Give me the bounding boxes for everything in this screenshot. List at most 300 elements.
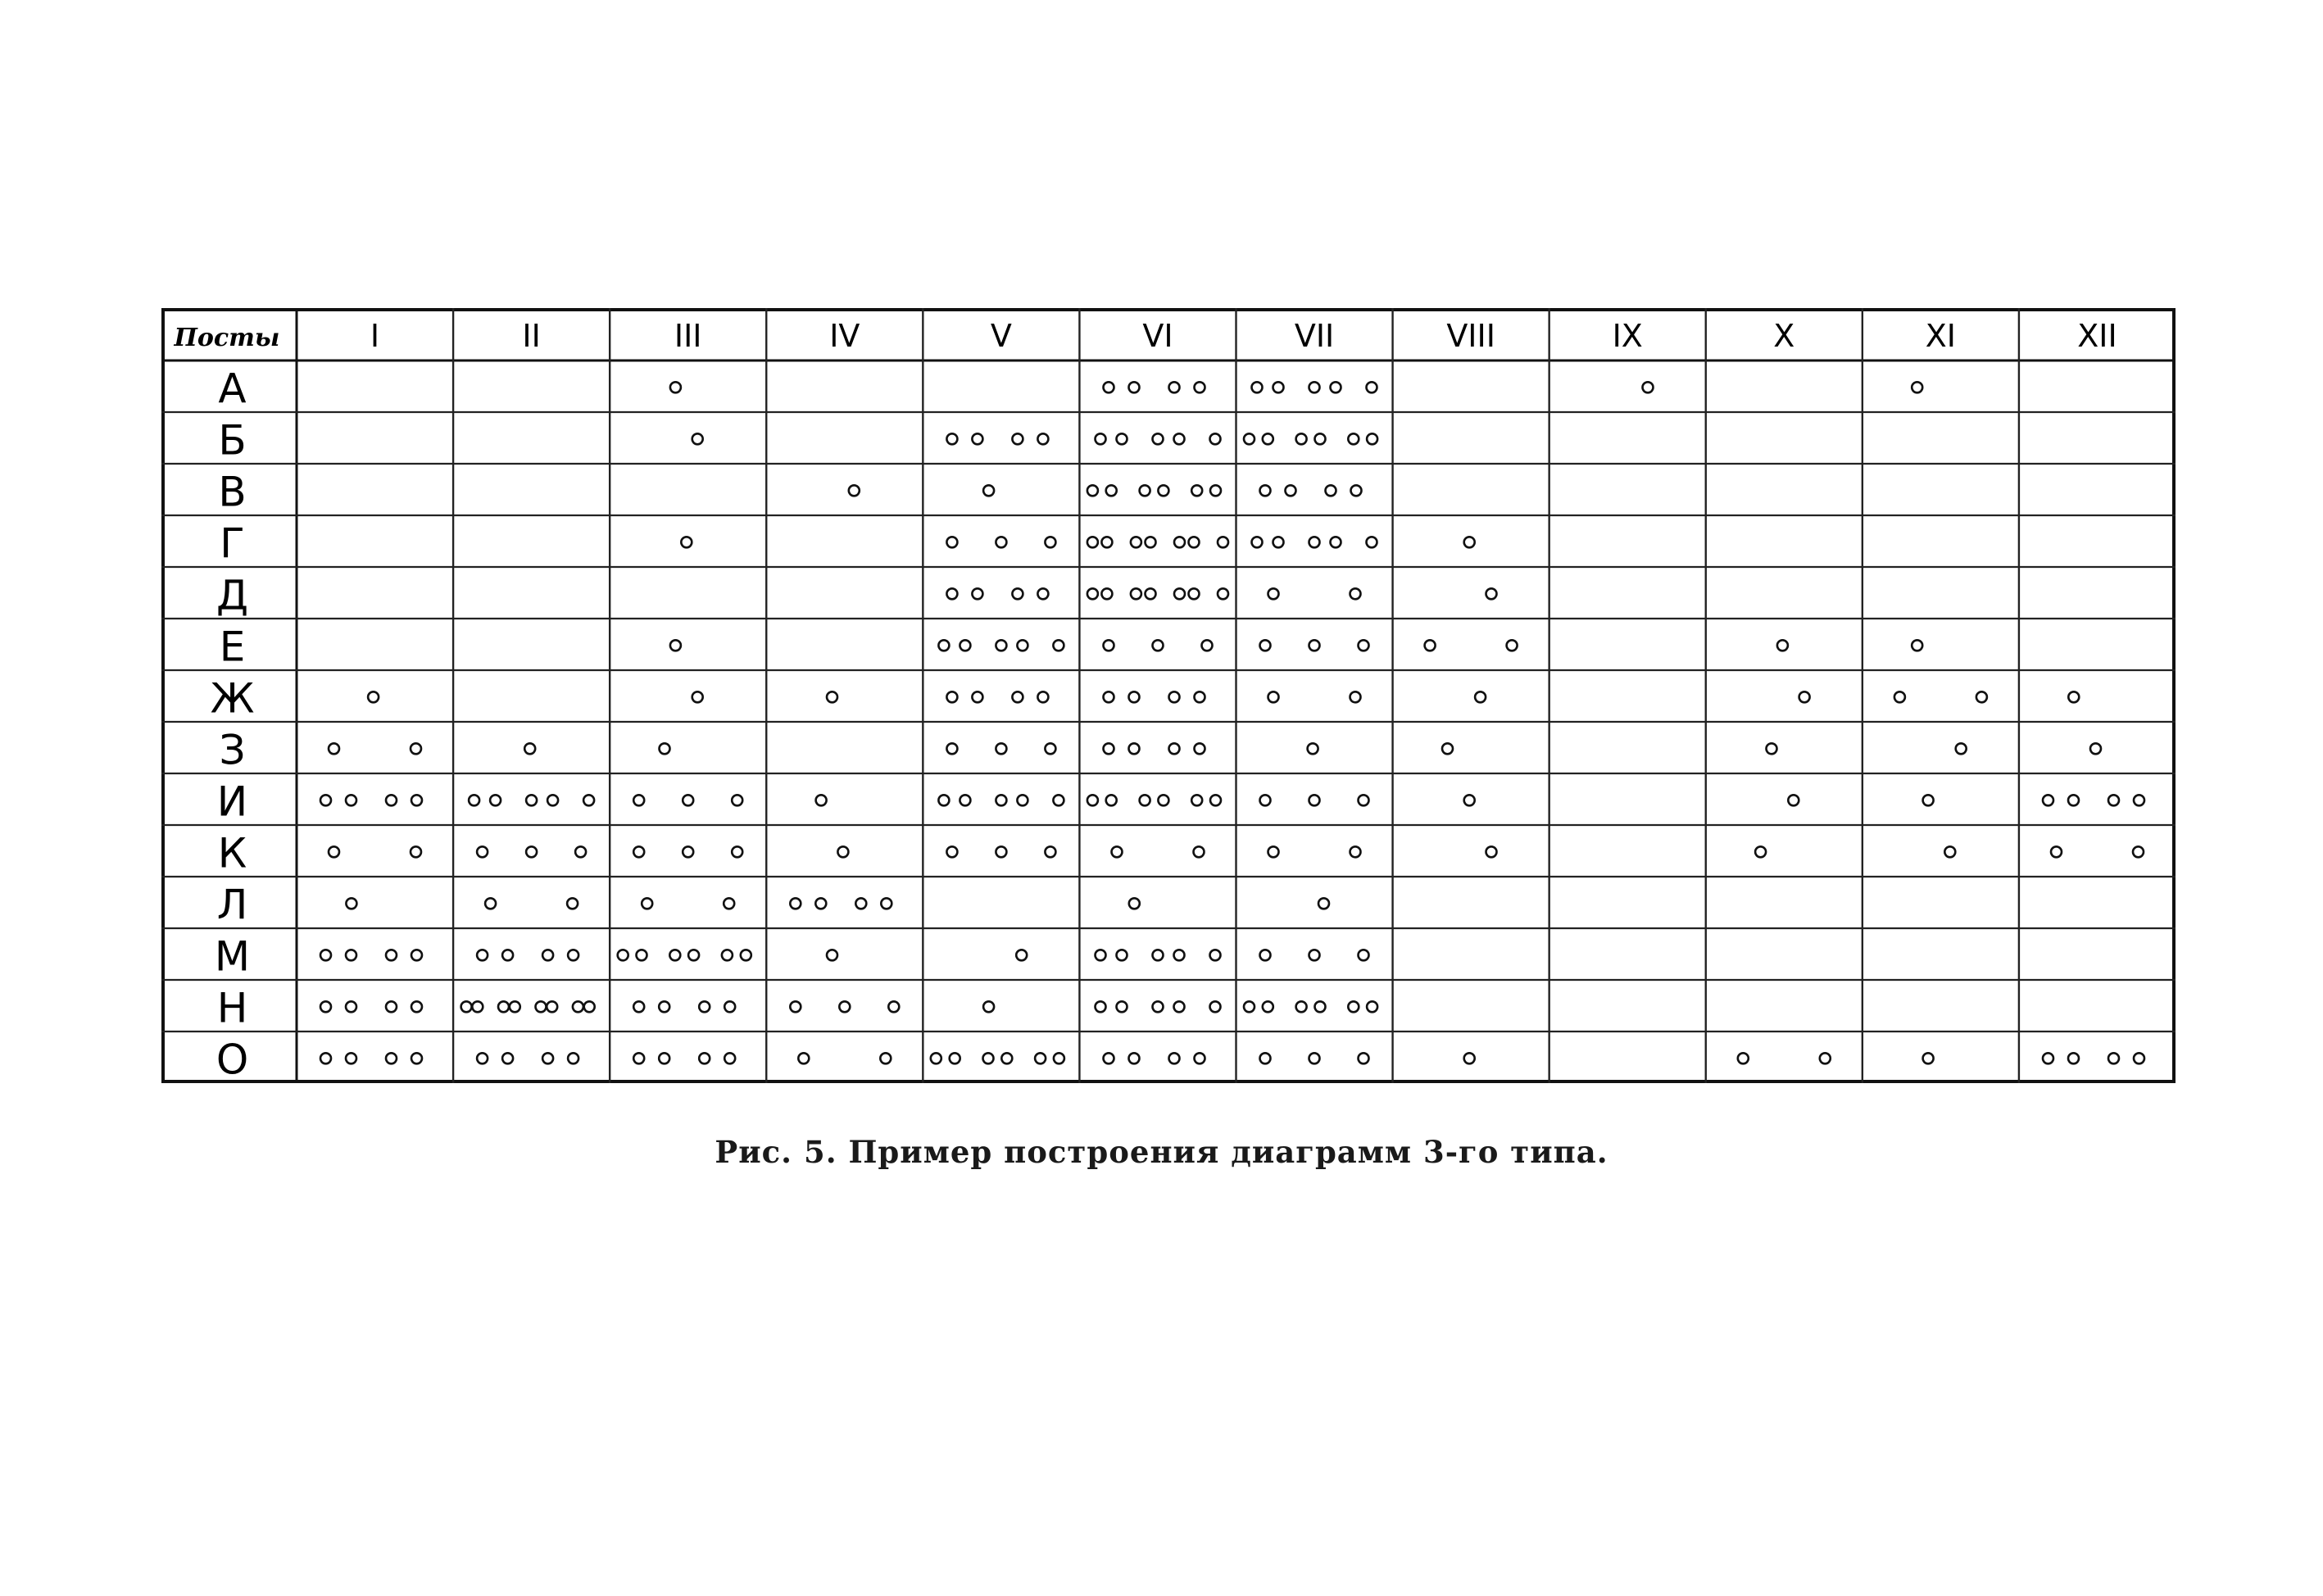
observation-mark	[346, 1001, 356, 1012]
column-header-viii: VIII	[1446, 318, 1495, 354]
observation-mark	[938, 795, 949, 805]
observation-mark	[1169, 691, 1180, 702]
observation-mark	[2133, 846, 2144, 857]
row-header: Б	[218, 416, 247, 465]
observation-mark	[568, 1053, 578, 1063]
observation-mark	[1350, 846, 1361, 857]
observation-mark	[1273, 382, 1284, 392]
observation-mark	[1096, 1001, 1106, 1012]
observation-mark	[692, 433, 703, 444]
observation-mark	[1194, 846, 1205, 857]
observation-mark	[1112, 846, 1123, 857]
observation-mark	[346, 1053, 356, 1063]
observation-mark	[946, 588, 957, 599]
observation-mark	[1260, 485, 1271, 496]
observation-mark	[659, 1053, 669, 1063]
observation-mark	[618, 950, 628, 960]
observation-mark	[1037, 433, 1048, 444]
observation-mark	[790, 898, 801, 909]
observation-mark	[633, 1001, 644, 1012]
observation-mark	[946, 846, 957, 857]
observation-mark	[1475, 691, 1486, 702]
observation-mark	[732, 846, 742, 857]
observation-mark	[849, 485, 860, 496]
observation-mark	[1486, 846, 1497, 857]
observation-mark	[1045, 846, 1055, 857]
observation-mark	[1195, 1053, 1205, 1063]
row-header: М	[214, 932, 251, 981]
observation-mark	[1153, 1001, 1164, 1012]
observation-mark	[1788, 795, 1799, 805]
observation-mark	[526, 795, 537, 805]
observation-mark	[1286, 485, 1296, 496]
observation-mark	[1017, 795, 1028, 805]
observation-mark	[983, 1053, 994, 1063]
observation-mark	[1268, 846, 1279, 857]
observation-mark	[575, 846, 586, 857]
observation-mark	[1309, 537, 1320, 547]
observation-mark	[472, 1001, 483, 1012]
observation-mark	[1244, 1001, 1255, 1012]
observation-mark	[642, 898, 652, 909]
observation-mark	[983, 485, 994, 496]
observation-mark	[1054, 1053, 1064, 1063]
observation-mark	[1359, 640, 1369, 651]
observation-mark	[1244, 433, 1255, 444]
observation-mark	[946, 433, 957, 444]
observation-mark	[983, 1001, 994, 1012]
observation-mark	[583, 795, 594, 805]
observation-mark	[637, 950, 647, 960]
observation-mark	[2043, 795, 2053, 805]
observation-mark	[1252, 537, 1263, 547]
observation-mark	[938, 640, 949, 651]
observation-mark	[633, 846, 644, 857]
observation-mark	[1129, 743, 1140, 754]
observation-mark	[584, 1001, 595, 1012]
observation-mark	[683, 846, 693, 857]
observation-mark	[1053, 795, 1064, 805]
observation-mark	[1359, 950, 1369, 960]
observation-mark	[477, 1053, 488, 1063]
column-headers	[370, 318, 2117, 354]
observation-mark	[1944, 846, 1955, 857]
observation-mark	[1195, 743, 1205, 754]
row-header: Е	[219, 623, 246, 671]
observation-mark	[881, 898, 892, 909]
observation-mark	[1318, 898, 1329, 909]
observation-mark	[1169, 382, 1180, 392]
column-header-i: I	[370, 318, 380, 354]
observation-mark	[1210, 485, 1221, 496]
observation-mark	[1367, 537, 1377, 547]
observation-mark	[1087, 485, 1098, 496]
column-header-xii: XII	[2077, 318, 2117, 354]
observation-mark	[1146, 537, 1156, 547]
observation-mark	[1976, 691, 1987, 702]
observation-mark	[1894, 691, 1905, 702]
observation-mark	[741, 950, 751, 960]
observation-mark	[1643, 382, 1654, 392]
row-header: Л	[216, 881, 248, 929]
observation-mark	[1210, 1001, 1221, 1012]
observation-mark	[1158, 795, 1168, 805]
observation-mark	[2090, 743, 2101, 754]
observation-mark	[329, 743, 339, 754]
observation-mark	[1087, 588, 1098, 599]
observation-mark	[950, 1053, 960, 1063]
observation-mark	[996, 640, 1006, 651]
observation-mark	[827, 691, 837, 702]
observation-mark	[329, 846, 339, 857]
observation-mark	[498, 1001, 509, 1012]
observation-mark	[1174, 588, 1185, 599]
observation-mark	[1268, 588, 1279, 599]
observation-mark	[477, 846, 488, 857]
observation-mark	[1350, 691, 1361, 702]
observation-mark	[724, 1001, 735, 1012]
column-header-ii: II	[522, 318, 541, 354]
observation-mark	[1799, 691, 1810, 702]
observation-mark	[816, 795, 827, 805]
observation-mark	[524, 743, 535, 754]
observation-mark	[1367, 1001, 1377, 1012]
observation-mark	[960, 795, 970, 805]
observation-mark	[542, 1053, 553, 1063]
row-header: А	[218, 365, 247, 413]
observation-mark	[996, 795, 1006, 805]
observation-mark	[502, 950, 513, 960]
observation-mark	[946, 691, 957, 702]
observation-mark	[699, 1001, 710, 1012]
observation-mark	[724, 1053, 735, 1063]
observation-mark	[683, 795, 693, 805]
observation-mark	[732, 795, 742, 805]
observation-mark	[1326, 485, 1336, 496]
observation-mark	[1425, 640, 1436, 651]
corner-label: Посты	[174, 324, 280, 352]
observation-mark	[1195, 382, 1205, 392]
observation-mark	[1001, 1053, 1012, 1063]
observation-mark	[1252, 382, 1263, 392]
observation-mark	[411, 950, 422, 960]
observation-mark	[1101, 588, 1112, 599]
observation-mark	[2108, 1053, 2119, 1063]
observation-mark	[411, 1053, 422, 1063]
observation-mark	[1486, 588, 1497, 599]
observation-mark	[837, 846, 848, 857]
observation-mark	[320, 950, 331, 960]
column-header-iv: IV	[829, 318, 860, 354]
observation-mark	[888, 1001, 899, 1012]
observation-mark	[660, 743, 670, 754]
observation-mark	[1045, 743, 1055, 754]
observation-mark	[1359, 1053, 1369, 1063]
column-header-xi: XI	[1925, 318, 1956, 354]
observation-mark	[320, 1001, 331, 1012]
observation-mark	[946, 537, 957, 547]
observation-mark	[2134, 795, 2144, 805]
observation-mark	[722, 950, 733, 960]
observation-mark	[1331, 382, 1341, 392]
observation-mark	[2051, 846, 2062, 857]
observation-mark	[1296, 433, 1307, 444]
observation-mark	[1308, 743, 1318, 754]
observation-mark	[490, 795, 501, 805]
observation-mark	[1309, 1053, 1320, 1063]
figure-caption: Рис. 5. Пример построения диаграмм 3-го типа.	[715, 1134, 1608, 1170]
observation-mark	[386, 1001, 397, 1012]
observation-mark	[1012, 691, 1023, 702]
observation-mark	[1956, 743, 1967, 754]
observation-mark	[2043, 1053, 2053, 1063]
observation-mark	[411, 795, 422, 805]
observation-mark	[692, 691, 703, 702]
observation-mark	[1309, 640, 1320, 651]
observation-mark	[1153, 640, 1164, 651]
observation-mark	[1767, 743, 1777, 754]
observation-mark	[542, 950, 553, 960]
observation-mark	[1191, 795, 1202, 805]
column-header-v: V	[990, 318, 1012, 354]
observation-mark	[2134, 1053, 2144, 1063]
observation-mark	[386, 1053, 397, 1063]
observation-mark	[1153, 950, 1164, 960]
observation-mark	[477, 950, 488, 960]
observation-mark	[1263, 433, 1273, 444]
observation-mark	[1129, 1053, 1140, 1063]
observation-mark	[827, 950, 837, 960]
observation-mark	[790, 1001, 801, 1012]
row-headers	[211, 365, 255, 1084]
observation-mark	[1158, 485, 1168, 496]
observation-mark	[1037, 588, 1048, 599]
observation-mark	[1263, 1001, 1273, 1012]
observation-mark	[1037, 691, 1048, 702]
observation-mark	[573, 1001, 583, 1012]
observation-mark	[502, 1053, 513, 1063]
observation-mark	[1755, 846, 1766, 857]
observation-mark	[1129, 382, 1140, 392]
observation-mark	[526, 846, 537, 857]
observation-mark	[2068, 795, 2079, 805]
observation-mark	[1350, 588, 1361, 599]
column-header-ix: IX	[1612, 318, 1643, 354]
row-header: И	[216, 778, 248, 826]
observation-mark	[1348, 433, 1359, 444]
observation-mark	[1268, 691, 1279, 702]
observation-mark	[972, 433, 982, 444]
observation-mark	[1260, 1053, 1271, 1063]
observation-mark	[346, 898, 356, 909]
observation-mark	[2108, 795, 2119, 805]
observation-mark	[839, 1001, 850, 1012]
observation-mark	[1104, 640, 1114, 651]
observation-mark	[996, 537, 1006, 547]
observation-mark	[1351, 485, 1362, 496]
observation-mark	[1923, 1053, 1934, 1063]
observation-mark	[1104, 691, 1114, 702]
observation-mark	[1169, 743, 1180, 754]
observation-mark	[411, 1001, 422, 1012]
row-header: В	[218, 468, 247, 516]
observation-mark	[1146, 588, 1156, 599]
observation-mark	[1106, 485, 1117, 496]
observation-mark	[1101, 537, 1112, 547]
observation-mark	[1309, 950, 1320, 960]
observation-mark	[320, 795, 331, 805]
observation-mark	[1367, 433, 1377, 444]
observation-mark	[1106, 795, 1117, 805]
observation-mark	[1117, 433, 1127, 444]
observation-mark	[972, 588, 982, 599]
row-header: З	[219, 726, 246, 774]
observation-mark	[1331, 537, 1341, 547]
observation-mark	[1045, 537, 1055, 547]
observation-mark	[880, 1053, 891, 1063]
observation-mark	[1117, 1001, 1127, 1012]
observation-mark	[346, 950, 356, 960]
observation-mark	[960, 640, 970, 651]
column-header-vii: VII	[1294, 318, 1335, 354]
diagram-table	[161, 308, 2176, 1083]
observation-mark	[386, 795, 397, 805]
observation-mark	[659, 1001, 669, 1012]
observation-mark	[855, 898, 866, 909]
row-header: Ж	[210, 674, 255, 723]
observation-mark	[1309, 795, 1320, 805]
observation-mark	[1129, 691, 1140, 702]
observation-mark	[699, 1053, 710, 1063]
observation-mark	[1035, 1053, 1046, 1063]
observation-mark	[1129, 898, 1140, 909]
observation-mark	[1738, 1053, 1749, 1063]
observation-mark	[1820, 1053, 1831, 1063]
observation-mark	[1359, 795, 1369, 805]
observation-mark	[670, 640, 681, 651]
observation-mark	[1315, 433, 1326, 444]
observation-mark	[946, 743, 957, 754]
observation-mark	[510, 1001, 520, 1012]
observation-mark	[1131, 588, 1141, 599]
observation-mark	[1140, 795, 1150, 805]
column-header-vi: VI	[1142, 318, 1173, 354]
observation-mark	[1131, 537, 1141, 547]
observation-mark	[1140, 485, 1150, 496]
observation-mark	[547, 1001, 557, 1012]
observation-mark	[815, 898, 826, 909]
observation-mark	[1912, 382, 1922, 392]
observation-mark	[1174, 1001, 1185, 1012]
observation-mark	[567, 898, 578, 909]
observation-mark	[1507, 640, 1518, 651]
observation-mark	[2068, 1053, 2079, 1063]
observation-mark	[1923, 795, 1934, 805]
row-header: К	[217, 829, 247, 877]
observation-mark	[1096, 950, 1106, 960]
observation-mark	[1260, 950, 1271, 960]
observation-mark	[1153, 433, 1164, 444]
observation-mark	[1210, 950, 1221, 960]
observation-mark	[1016, 950, 1027, 960]
observation-mark	[1174, 433, 1185, 444]
observation-mark	[1348, 1001, 1359, 1012]
observation-mark	[1210, 433, 1221, 444]
observation-mark	[547, 795, 558, 805]
observation-mark	[368, 691, 379, 702]
observation-mark	[461, 1001, 472, 1012]
observation-mark	[996, 846, 1006, 857]
row-header: Д	[216, 571, 249, 619]
observation-mark	[1053, 640, 1064, 651]
observation-mark	[1202, 640, 1213, 651]
observation-mark	[1087, 795, 1098, 805]
observation-mark	[1104, 1053, 1114, 1063]
observation-mark	[1296, 1001, 1307, 1012]
observation-mark	[1096, 433, 1106, 444]
observation-mark	[972, 691, 982, 702]
observation-mark	[1309, 382, 1320, 392]
observation-mark	[1260, 795, 1271, 805]
observation-mark	[568, 950, 578, 960]
observation-mark	[1174, 950, 1185, 960]
observation-mark	[1273, 537, 1284, 547]
observation-mark	[1189, 588, 1200, 599]
observation-mark	[469, 795, 479, 805]
observation-mark	[681, 537, 692, 547]
observation-mark	[320, 1053, 331, 1063]
row-header: О	[216, 1036, 249, 1084]
row-header: Г	[220, 519, 245, 568]
observation-mark	[386, 950, 397, 960]
observation-mark	[1169, 1053, 1180, 1063]
column-header-x: X	[1773, 318, 1795, 354]
observation-mark	[724, 898, 734, 909]
observation-mark	[1464, 795, 1475, 805]
observation-mark	[1260, 640, 1271, 651]
observation-mark	[2068, 691, 2079, 702]
observation-mark	[346, 795, 356, 805]
observation-mark	[1210, 795, 1221, 805]
observation-mark	[1189, 537, 1200, 547]
observation-mark	[1012, 588, 1023, 599]
observation-mark	[669, 950, 680, 960]
observation-mark	[1315, 1001, 1326, 1012]
observation-mark	[1087, 537, 1098, 547]
observation-mark	[1777, 640, 1788, 651]
observation-mark	[485, 898, 496, 909]
observation-mark	[798, 1053, 809, 1063]
diagram-figure	[161, 308, 2176, 1083]
observation-mark	[1367, 382, 1377, 392]
observation-mark	[688, 950, 699, 960]
observation-mark	[1104, 382, 1114, 392]
observation-mark	[536, 1001, 547, 1012]
row-header: Н	[216, 984, 248, 1032]
observation-mark	[411, 743, 421, 754]
observation-mark	[1442, 743, 1453, 754]
column-header-iii: III	[674, 318, 702, 354]
observation-marks	[320, 382, 2144, 1063]
observation-mark	[1195, 691, 1205, 702]
observation-mark	[1174, 537, 1185, 547]
observation-mark	[411, 846, 421, 857]
observation-mark	[1912, 640, 1922, 651]
observation-mark	[1218, 588, 1228, 599]
observation-mark	[1012, 433, 1023, 444]
observation-mark	[1464, 1053, 1475, 1063]
observation-mark	[633, 1053, 644, 1063]
